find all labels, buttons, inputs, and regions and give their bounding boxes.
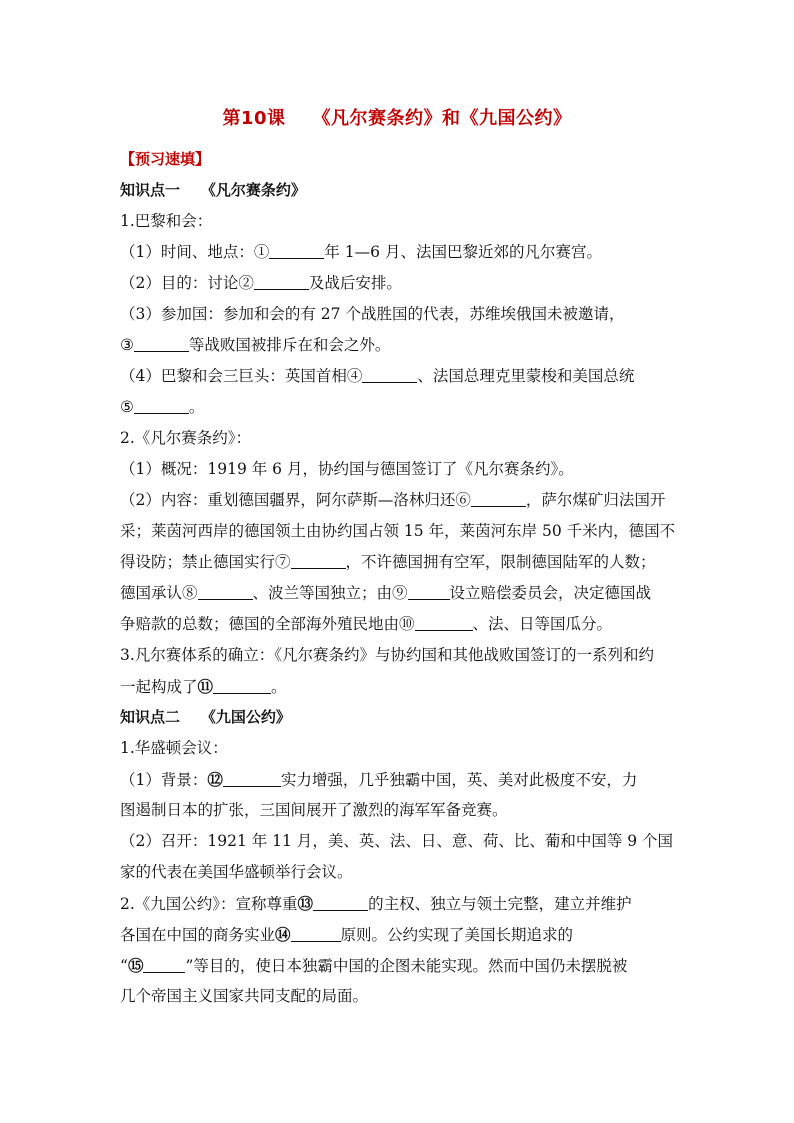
text: （2）内容：重划德国疆界，阿尔萨斯—洛林归还⑥ xyxy=(120,491,471,509)
text: ③ xyxy=(120,336,134,354)
overview-line xyxy=(120,454,680,485)
nine-power-treaty-line-3 xyxy=(120,950,680,981)
versailles-treaty-label-line xyxy=(120,423,680,454)
background-line-2 xyxy=(120,795,680,826)
knowledge-point-2-heading-line xyxy=(120,702,680,733)
blank-7[interactable] xyxy=(291,553,346,570)
blank-9[interactable] xyxy=(408,584,450,601)
blank-4[interactable] xyxy=(362,367,417,384)
circled-number-13: ⑬ xyxy=(297,894,314,913)
text: ，萨尔煤矿归法国开 xyxy=(525,491,666,509)
text: 家的代表在美国华盛顿举行会议。 xyxy=(120,863,353,881)
blank-11[interactable] xyxy=(213,678,271,695)
versailles-system-line-2 xyxy=(120,671,680,702)
time-place-line xyxy=(120,237,680,268)
blank-8[interactable] xyxy=(198,584,253,601)
nine-power-treaty-line-1 xyxy=(120,888,680,919)
text: 一起构成了 xyxy=(120,678,198,696)
purpose-line xyxy=(120,268,680,299)
text: 、波兰等国独立；由⑨ xyxy=(252,584,408,602)
big-three-line-2 xyxy=(120,392,680,423)
blank-13[interactable] xyxy=(313,895,368,912)
text: （3）参加国：参加和会的有 27 个战胜国的代表，苏维埃俄国未被邀请， xyxy=(120,305,625,323)
participants-line-2 xyxy=(120,330,680,361)
text: 、法、日等国瓜分。 xyxy=(472,615,613,633)
blank-14[interactable] xyxy=(291,926,341,943)
lesson-title: 第10课 《凡尔赛条约》和《九国公约》 xyxy=(222,108,572,129)
text: 的主权、独立与领土完整，建立并维护 xyxy=(368,895,632,913)
content-line-3 xyxy=(120,547,680,578)
knowledge-point-2-heading: 知识点二 《九国公约》 xyxy=(120,708,291,726)
content-line-5 xyxy=(120,609,680,640)
text: ⑤ xyxy=(120,398,134,416)
blank-15[interactable] xyxy=(143,957,185,974)
text: 设立赔偿委员会，决定德国战 xyxy=(449,584,652,602)
text: 采；莱茵河西岸的德国领土由协约国占领 15 年，莱茵河东岸 50 千米内，德国不 xyxy=(120,522,676,540)
text: “ xyxy=(120,957,128,975)
preview-section-tag: 【预习速填】 xyxy=(120,150,211,168)
content-line-1 xyxy=(120,485,680,516)
text: 3.凡尔赛体系的确立：《凡尔赛条约》与协约国和其他战败国签订的一系列和约 xyxy=(120,646,655,664)
blank-3[interactable] xyxy=(134,336,189,353)
circled-number-15: ⑮ xyxy=(127,956,144,975)
text: （1）概况：1919 年 6 月，协约国与德国签订了《凡尔赛条约》。 xyxy=(120,460,574,478)
big-three-line xyxy=(120,361,680,392)
worksheet-content xyxy=(120,144,680,1012)
text: （1）背景： xyxy=(120,771,208,789)
circled-number-11: ⑪ xyxy=(197,677,214,696)
content-line-4 xyxy=(120,578,680,609)
convening-line-1 xyxy=(120,826,680,857)
text: 原则。公约实现了美国长期追求的 xyxy=(340,926,574,944)
text: 等战败国被排斥在和会之外。 xyxy=(188,336,391,354)
text: 德国承认⑧ xyxy=(120,584,198,602)
circled-number-14: ⑭ xyxy=(275,925,291,944)
content-line-2 xyxy=(120,516,680,547)
text: 。 xyxy=(271,678,287,696)
text: 图遏制日本的扩张，三国间展开了激烈的海军军备竞赛。 xyxy=(120,801,508,819)
blank-12[interactable] xyxy=(223,771,281,788)
text: 2.《九国公约》：宣称尊重 xyxy=(120,895,298,913)
text: ”等目的，使日本独霸中国的企图未能实现。然而中国仍未摆脱被 xyxy=(185,957,628,975)
text: （2）目的：讨论② xyxy=(120,274,254,292)
blank-10[interactable] xyxy=(415,615,473,632)
text: （1）时间、地点：① xyxy=(120,243,270,261)
versailles-system-line-1 xyxy=(120,640,680,671)
text: ，不许德国拥有空军，限制德国陆军的人数； xyxy=(345,553,656,571)
text: 、法国总理克里蒙梭和美国总统 xyxy=(417,367,635,385)
nine-power-treaty-line-4 xyxy=(120,981,680,1012)
convening-line-2 xyxy=(120,857,680,888)
blank-5[interactable] xyxy=(134,398,189,415)
text: 得设防；禁止德国实行⑦ xyxy=(120,553,291,571)
text: 年 1—6 月、法国巴黎近郊的凡尔赛宫。 xyxy=(324,243,602,261)
circled-number-12: ⑫ xyxy=(207,770,223,789)
blank-2[interactable] xyxy=(254,274,309,291)
text: 争赔款的总数；德国的全部海外殖民地由⑩ xyxy=(120,615,415,633)
background-line-1 xyxy=(120,764,680,795)
text: 各国在中国的商务实业 xyxy=(120,926,276,944)
knowledge-point-1-heading: 知识点一 《凡尔赛条约》 xyxy=(120,181,306,199)
text: 及战后安排。 xyxy=(308,274,402,292)
section-tag-line xyxy=(120,144,680,175)
text: 几个帝国主义国家共同支配的局面。 xyxy=(120,987,369,1005)
text: （2）召开：1921 年 11 月，美、英、法、日、意、荷、比、葡和中国等 9 个国 xyxy=(120,832,674,850)
blank-1[interactable] xyxy=(269,243,324,260)
text: 实力增强，几乎独霸中国，英、美对此极度不安，力 xyxy=(280,771,638,789)
text: （4）巴黎和会三巨头：英国首相④ xyxy=(120,367,363,385)
washington-conference-label: 1.华盛顿会议： xyxy=(120,739,228,757)
versailles-treaty-label: 2.《凡尔赛条约》： xyxy=(120,429,252,447)
washington-conference-label-line xyxy=(120,733,680,764)
knowledge-point-1-heading-line xyxy=(120,175,680,206)
paris-conference-label-line xyxy=(120,206,680,237)
nine-power-treaty-line-2 xyxy=(120,919,680,950)
paris-conference-label: 1.巴黎和会： xyxy=(120,212,213,230)
blank-6[interactable] xyxy=(471,491,526,508)
participants-line xyxy=(120,299,680,330)
text: 。 xyxy=(188,398,205,416)
